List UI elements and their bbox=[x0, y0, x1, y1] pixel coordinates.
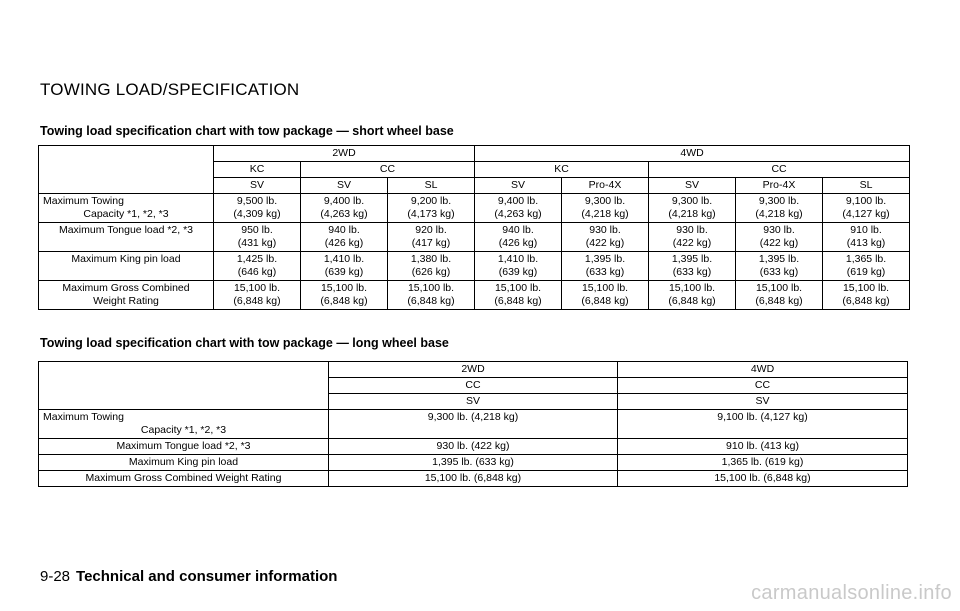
header-cell: SL bbox=[823, 178, 910, 194]
row-label bbox=[39, 281, 214, 310]
header-cell: CC bbox=[329, 378, 618, 394]
page-footer bbox=[40, 568, 337, 585]
header-cell: 4WD bbox=[618, 362, 908, 378]
header-cell: KC bbox=[214, 162, 301, 178]
watermark: carmanualsonline.info bbox=[751, 582, 952, 604]
header-cell: Pro-4X bbox=[736, 178, 823, 194]
header-cell: KC bbox=[475, 162, 649, 178]
table-cell: 1,425 lb. (646 kg) bbox=[214, 252, 301, 281]
header-cell: 2WD bbox=[329, 362, 618, 378]
table-cell: 15,100 lb. (6,848 kg) bbox=[736, 281, 823, 310]
table-header-row bbox=[39, 146, 910, 162]
table-header-row bbox=[39, 362, 908, 378]
table-corner-cell bbox=[39, 362, 329, 410]
table-cell: 910 lb. (413 kg) bbox=[823, 223, 910, 252]
table-cell: 910 lb. (413 kg) bbox=[618, 439, 908, 455]
table-cell: 1,410 lb. (639 kg) bbox=[475, 252, 562, 281]
header-cell: SV bbox=[618, 394, 908, 410]
table-cell: 15,100 lb. (6,848 kg) bbox=[562, 281, 649, 310]
header-cell: Pro-4X bbox=[562, 178, 649, 194]
row-label-line: Capacity *1, *2, *3 bbox=[140, 424, 227, 436]
header-cell: CC bbox=[618, 378, 908, 394]
table-row bbox=[39, 223, 910, 252]
table-cell: 930 lb. (422 kg) bbox=[736, 223, 823, 252]
row-label bbox=[39, 410, 329, 439]
row-label: Maximum Tongue load *2, *3 bbox=[39, 439, 329, 455]
table-cell: 1,365 lb. (619 kg) bbox=[823, 252, 910, 281]
table-cell: 9,400 lb. (4,263 kg) bbox=[301, 194, 388, 223]
table-cell: 1,365 lb. (619 kg) bbox=[618, 455, 908, 471]
table-cell: 1,395 lb. (633 kg) bbox=[562, 252, 649, 281]
row-label-line: Capacity *1, *2, *3 bbox=[83, 208, 169, 220]
header-cell: SV bbox=[214, 178, 301, 194]
header-cell: SV bbox=[329, 394, 618, 410]
table-cell: 920 lb. (417 kg) bbox=[388, 223, 475, 252]
short-wheelbase-heading: Towing load specification chart with tow package — short wheel base bbox=[40, 124, 454, 138]
table-cell: 9,300 lb. (4,218 kg) bbox=[736, 194, 823, 223]
row-label: Maximum Gross Combined Weight Rating bbox=[39, 471, 329, 487]
header-cell: CC bbox=[301, 162, 475, 178]
header-cell: 2WD bbox=[214, 146, 475, 162]
table-cell: 930 lb. (422 kg) bbox=[562, 223, 649, 252]
table-cell: 9,300 lb. (4,218 kg) bbox=[649, 194, 736, 223]
table-cell: 1,395 lb. (633 kg) bbox=[329, 455, 618, 471]
table-cell: 15,100 lb. (6,848 kg) bbox=[618, 471, 908, 487]
table-row bbox=[39, 194, 910, 223]
table-cell: 930 lb. (422 kg) bbox=[329, 439, 618, 455]
table-cell: 9,400 lb. (4,263 kg) bbox=[475, 194, 562, 223]
table-cell: 9,300 lb. (4,218 kg) bbox=[329, 410, 618, 439]
table-corner-cell bbox=[39, 146, 214, 194]
row-label-line: Maximum Towing bbox=[43, 195, 124, 207]
table-cell: 950 lb. (431 kg) bbox=[214, 223, 301, 252]
page-title: TOWING LOAD/SPECIFICATION bbox=[40, 80, 300, 99]
table-cell: 1,395 lb. (633 kg) bbox=[649, 252, 736, 281]
row-label bbox=[39, 194, 214, 223]
row-label: Maximum King pin load bbox=[39, 455, 329, 471]
section-title: Technical and consumer information bbox=[76, 568, 338, 585]
header-cell: SV bbox=[301, 178, 388, 194]
table-cell: 15,100 lb. (6,848 kg) bbox=[823, 281, 910, 310]
page-number: 9-28 bbox=[40, 568, 71, 585]
table-row bbox=[39, 281, 910, 310]
table-cell: 15,100 lb. (6,848 kg) bbox=[329, 471, 618, 487]
table-row bbox=[39, 252, 910, 281]
table-cell: 9,500 lb. (4,309 kg) bbox=[214, 194, 301, 223]
table-cell: 15,100 lb. (6,848 kg) bbox=[301, 281, 388, 310]
header-cell: CC bbox=[649, 162, 910, 178]
long-wheelbase-table bbox=[38, 361, 908, 487]
table-cell: 9,100 lb. (4,127 kg) bbox=[823, 194, 910, 223]
table-row bbox=[39, 410, 908, 439]
table-cell: 15,100 lb. (6,848 kg) bbox=[475, 281, 562, 310]
table-cell: 1,410 lb. (639 kg) bbox=[301, 252, 388, 281]
table-row bbox=[39, 455, 908, 471]
row-label-line: Maximum Gross Combined bbox=[62, 282, 190, 294]
table-row bbox=[39, 471, 908, 487]
row-label-line: Maximum Towing bbox=[43, 411, 124, 423]
table-cell: 940 lb. (426 kg) bbox=[475, 223, 562, 252]
long-wheelbase-heading: Towing load specification chart with tow package — long wheel base bbox=[40, 336, 449, 350]
short-wheelbase-table bbox=[38, 145, 910, 310]
table-cell: 930 lb. (422 kg) bbox=[649, 223, 736, 252]
header-cell: 4WD bbox=[475, 146, 910, 162]
table-cell: 940 lb. (426 kg) bbox=[301, 223, 388, 252]
header-cell: SL bbox=[388, 178, 475, 194]
table-cell: 1,395 lb. (633 kg) bbox=[736, 252, 823, 281]
header-cell: SV bbox=[475, 178, 562, 194]
table-cell: 9,200 lb. (4,173 kg) bbox=[388, 194, 475, 223]
row-label: Maximum King pin load bbox=[39, 252, 214, 281]
table-cell: 15,100 lb. (6,848 kg) bbox=[214, 281, 301, 310]
table-cell: 15,100 lb. (6,848 kg) bbox=[388, 281, 475, 310]
table-cell: 9,300 lb. (4,218 kg) bbox=[562, 194, 649, 223]
row-label: Maximum Tongue load *2, *3 bbox=[39, 223, 214, 252]
table-row bbox=[39, 439, 908, 455]
table-cell: 1,380 lb. (626 kg) bbox=[388, 252, 475, 281]
table-cell: 9,100 lb. (4,127 kg) bbox=[618, 410, 908, 439]
header-cell: SV bbox=[649, 178, 736, 194]
row-label-line: Weight Rating bbox=[93, 295, 159, 307]
table-cell: 15,100 lb. (6,848 kg) bbox=[649, 281, 736, 310]
